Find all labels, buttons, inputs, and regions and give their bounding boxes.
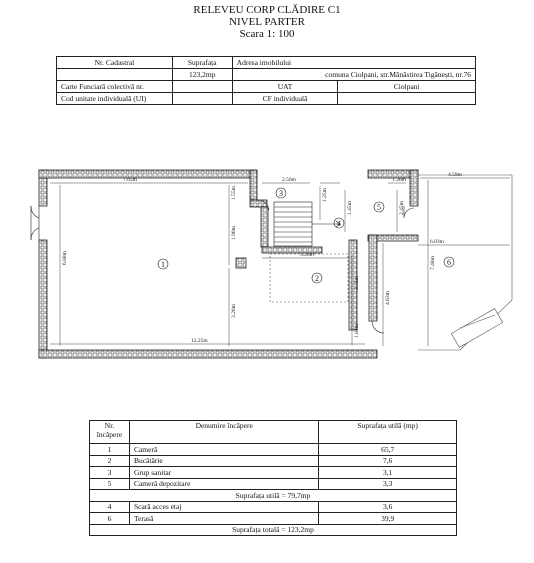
dim-v-463: 4.63m: [385, 291, 391, 305]
table-row: 6 Terasă 39,9: [90, 513, 457, 525]
total-row: [90, 524, 457, 536]
nr-cadastral-label: Nr. Cadastral: [57, 57, 173, 69]
stair: [274, 202, 340, 246]
exterior-walls: [39, 170, 418, 358]
table-row: 3 Grup sanitar 3,1: [90, 467, 457, 479]
dim-v-145: 1.45m: [347, 201, 353, 215]
dim-v-125: 1.25m: [322, 188, 328, 202]
dim-v-190: 1.90m: [231, 226, 237, 240]
room-label-4: 4: [337, 219, 341, 228]
table-row: 2 Bucătărie 7,6: [90, 455, 457, 467]
room-label-1: 1: [161, 260, 165, 269]
dim-top-left: 7.65m: [123, 177, 137, 183]
dim-h-328: 3.28m: [300, 252, 314, 258]
table-row: 5 Cameră depozitare 3,3: [90, 478, 457, 490]
cf-colectiva-label: Carte Funciară colectivă nr.: [57, 81, 173, 93]
room-label-2: 2: [315, 274, 319, 283]
dim-top-mid: 2.50m: [282, 177, 296, 183]
rooms-table: [89, 420, 457, 536]
subtotal-row: [90, 490, 457, 502]
dim-top-right: 4.59m: [448, 172, 462, 178]
document-subtitle: NIVEL PARTER: [229, 16, 305, 28]
adresa-value: comuna Ciolpani, str.Mănăstirea Tigănești, nr.76: [232, 69, 475, 81]
col-name-header: Denumire încăpere: [129, 421, 318, 444]
cf-individuala-label: CF individuală: [232, 93, 338, 105]
kitchen-outline: [270, 254, 348, 302]
subtotal: Suprafața utilă = 79,7mp: [90, 490, 457, 502]
col-nr-header: Nr. încăpere: [90, 421, 130, 444]
dim-bottom: 12.25m: [191, 338, 208, 344]
suprafata-value: 123,2mp: [172, 69, 232, 81]
table-row: 1 Cameră 65,7: [90, 444, 457, 456]
scale-label: Scara 1: 100: [239, 28, 295, 40]
dim-v-312: 3.12m: [354, 276, 360, 290]
suprafata-label: Suprafața: [172, 57, 232, 69]
dim-v-688: 6.88m: [62, 251, 68, 265]
uat-value: Ciolpani: [338, 81, 476, 93]
room-label-3: 3: [279, 189, 283, 198]
dim-v-184: 1.84m: [354, 324, 360, 338]
table-header-row: [90, 421, 457, 444]
total: Suprafața totală = 123,2mp: [90, 524, 457, 536]
dim-v-326: 3.26m: [231, 304, 237, 318]
room-label-5: 5: [377, 203, 381, 212]
dim-v-245: 2.45m: [399, 201, 405, 215]
adresa-label: Adresa imobilului: [232, 57, 475, 69]
room-label-6: 6: [447, 258, 451, 267]
col-area-header: Suprafața utilă (mp): [319, 421, 457, 444]
dim-h-603: 6.03m: [430, 239, 444, 245]
dim-top-small: 1.36m: [392, 177, 406, 183]
document-title: RELEVEU CORP CLĂDIRE C1: [193, 4, 341, 16]
uat-label: UAT: [232, 81, 338, 93]
dim-v-748: 7.48m: [430, 256, 436, 270]
dim-v-155: 1.55m: [231, 186, 237, 200]
cod-ui-label: Cod unitate individuală (UI): [57, 93, 173, 105]
table-row: 4 Scară acces etaj 3,6: [90, 501, 457, 513]
